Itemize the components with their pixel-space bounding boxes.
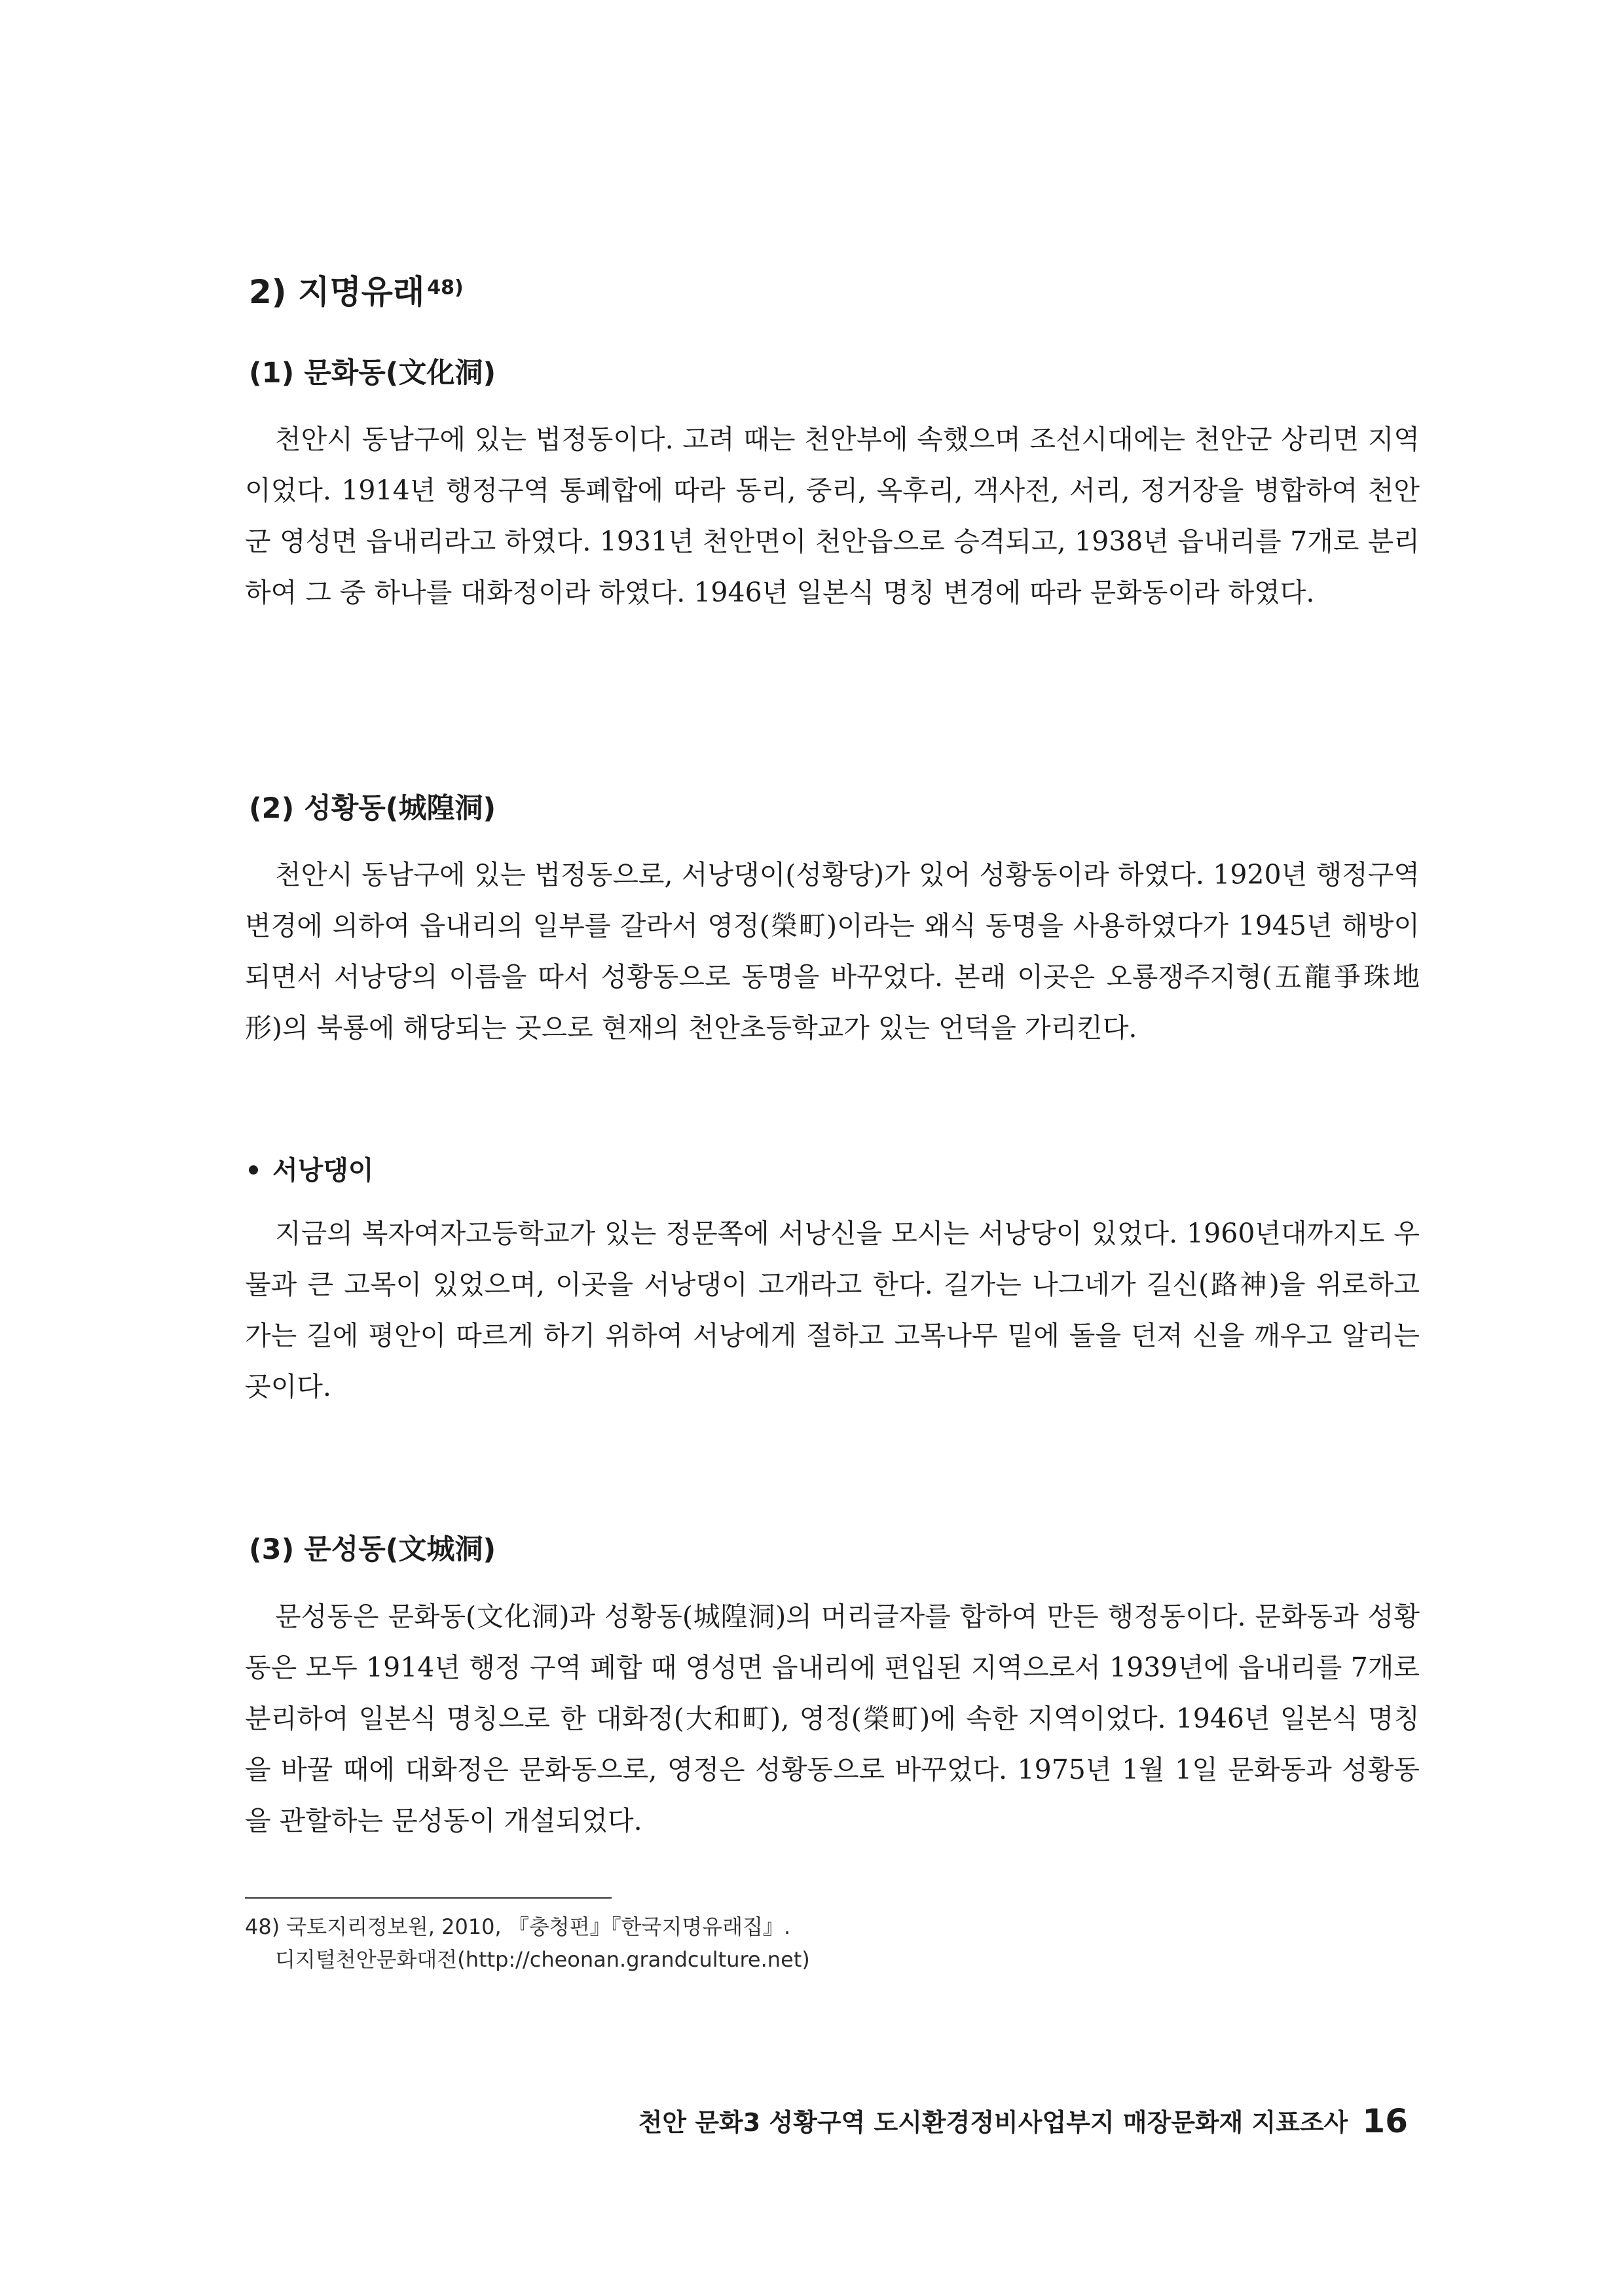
footnote: [245, 1910, 810, 1976]
section-title-text: 2) 지명유래: [249, 273, 425, 311]
footnote-divider: [245, 1897, 612, 1899]
footnote-line-2: 디지털천안문화대전(http://cheonan.grandculture.net): [275, 1947, 810, 1972]
subsection-title-munseong: (3) 문성동(文城洞): [249, 1533, 496, 1566]
bullet-icon: [249, 1165, 258, 1175]
page-number: 16: [1362, 2102, 1408, 2140]
subsection-title-munhwa: (1) 문화동(文化洞): [249, 357, 496, 390]
running-title: 천안 문화3 성황구역 도시환경정비사업부지 매장문화재 지표조사: [638, 2108, 1348, 2137]
subsection-title-seonghwang: (2) 성황동(城隍洞): [249, 792, 496, 825]
paragraph-seonghwang: 천안시 동남구에 있는 법정동으로, 서낭댕이(성황당)가 있어 성황동이라 하였다. 1920년 행정구역 변경에 의하여 읍내리의 일부를 갈라서 영정(榮町)이라는 왜식 동명을 사용하였다가 1945년 해방이 되면서 서낭당의 이름을 따서 성황동으로 동명을 바꾸었다. 본래 이곳은 오룡쟁주지형(五龍爭珠地形)의 북룡에 해당되는 곳으로 현재의 천안초등학교가 있는 언덕을 가리킨다.: [245, 859, 1420, 1044]
bullet-heading: [245, 1152, 374, 1189]
page-footer: [638, 2102, 1408, 2142]
paragraph-seonangdaengi: 지금의 복자여자고등학교가 있는 정문쪽에 서낭신을 모시는 서낭당이 있었다. 1960년대까지도 우물과 큰 고목이 있었으며, 이곳을 서낭댕이 고개라고 한다. 길가는 나그네가 길신(路神)을 위로하고 가는 길에 평안이 따르게 하기 위하여 서낭에게 절하고 고목나무 밑에 돌을 던져 신을 깨우고 알리는 곳이다.: [245, 1218, 1420, 1402]
paragraph-munseong: 문성동은 문화동(文化洞)과 성황동(城隍洞)의 머리글자를 합하여 만든 행정동이다. 문화동과 성황동은 모두 1914년 행정 구역 폐합 때 영성면 읍내리에 편입된 지역으로서 1939년에 읍내리를 7개로 분리하여 일본식 명칭으로 한 대화정(大和町), 영정(榮町)에 속한 지역이었다. 1946년 일본식 명칭을 바꿀 때에 대화정은 문화동으로, 영정은 성황동으로 바꾸었다. 1975년 1월 1일 문화동과 성황동을 관할하는 문성동이 개설되었다.: [245, 1601, 1420, 1836]
bullet-heading-text: 서낭댕이: [272, 1156, 374, 1186]
section-title: [249, 265, 464, 315]
paragraph-munhwa: 천안시 동남구에 있는 법정동이다. 고려 때는 천안부에 속했으며 조선시대에는 천안군 상리면 지역이었다. 1914년 행정구역 통폐합에 따라 동리, 중리, 옥후리, 객사전, 서리, 정거장을 병합하여 천안군 영성면 읍내리라고 하였다. 1931년 천안면이 천안읍으로 승격되고, 1938년 읍내리를 7개로 분리하여 그 중 하나를 대화정이라 하였다. 1946년 일본식 명칭 변경에 따라 문화동이라 하였다.: [245, 424, 1420, 608]
footnote-line-1: 48) 국토지리정보원, 2010, 『충청편』『한국지명유래집』.: [245, 1914, 791, 1939]
footnote-reference: 48): [427, 276, 464, 299]
